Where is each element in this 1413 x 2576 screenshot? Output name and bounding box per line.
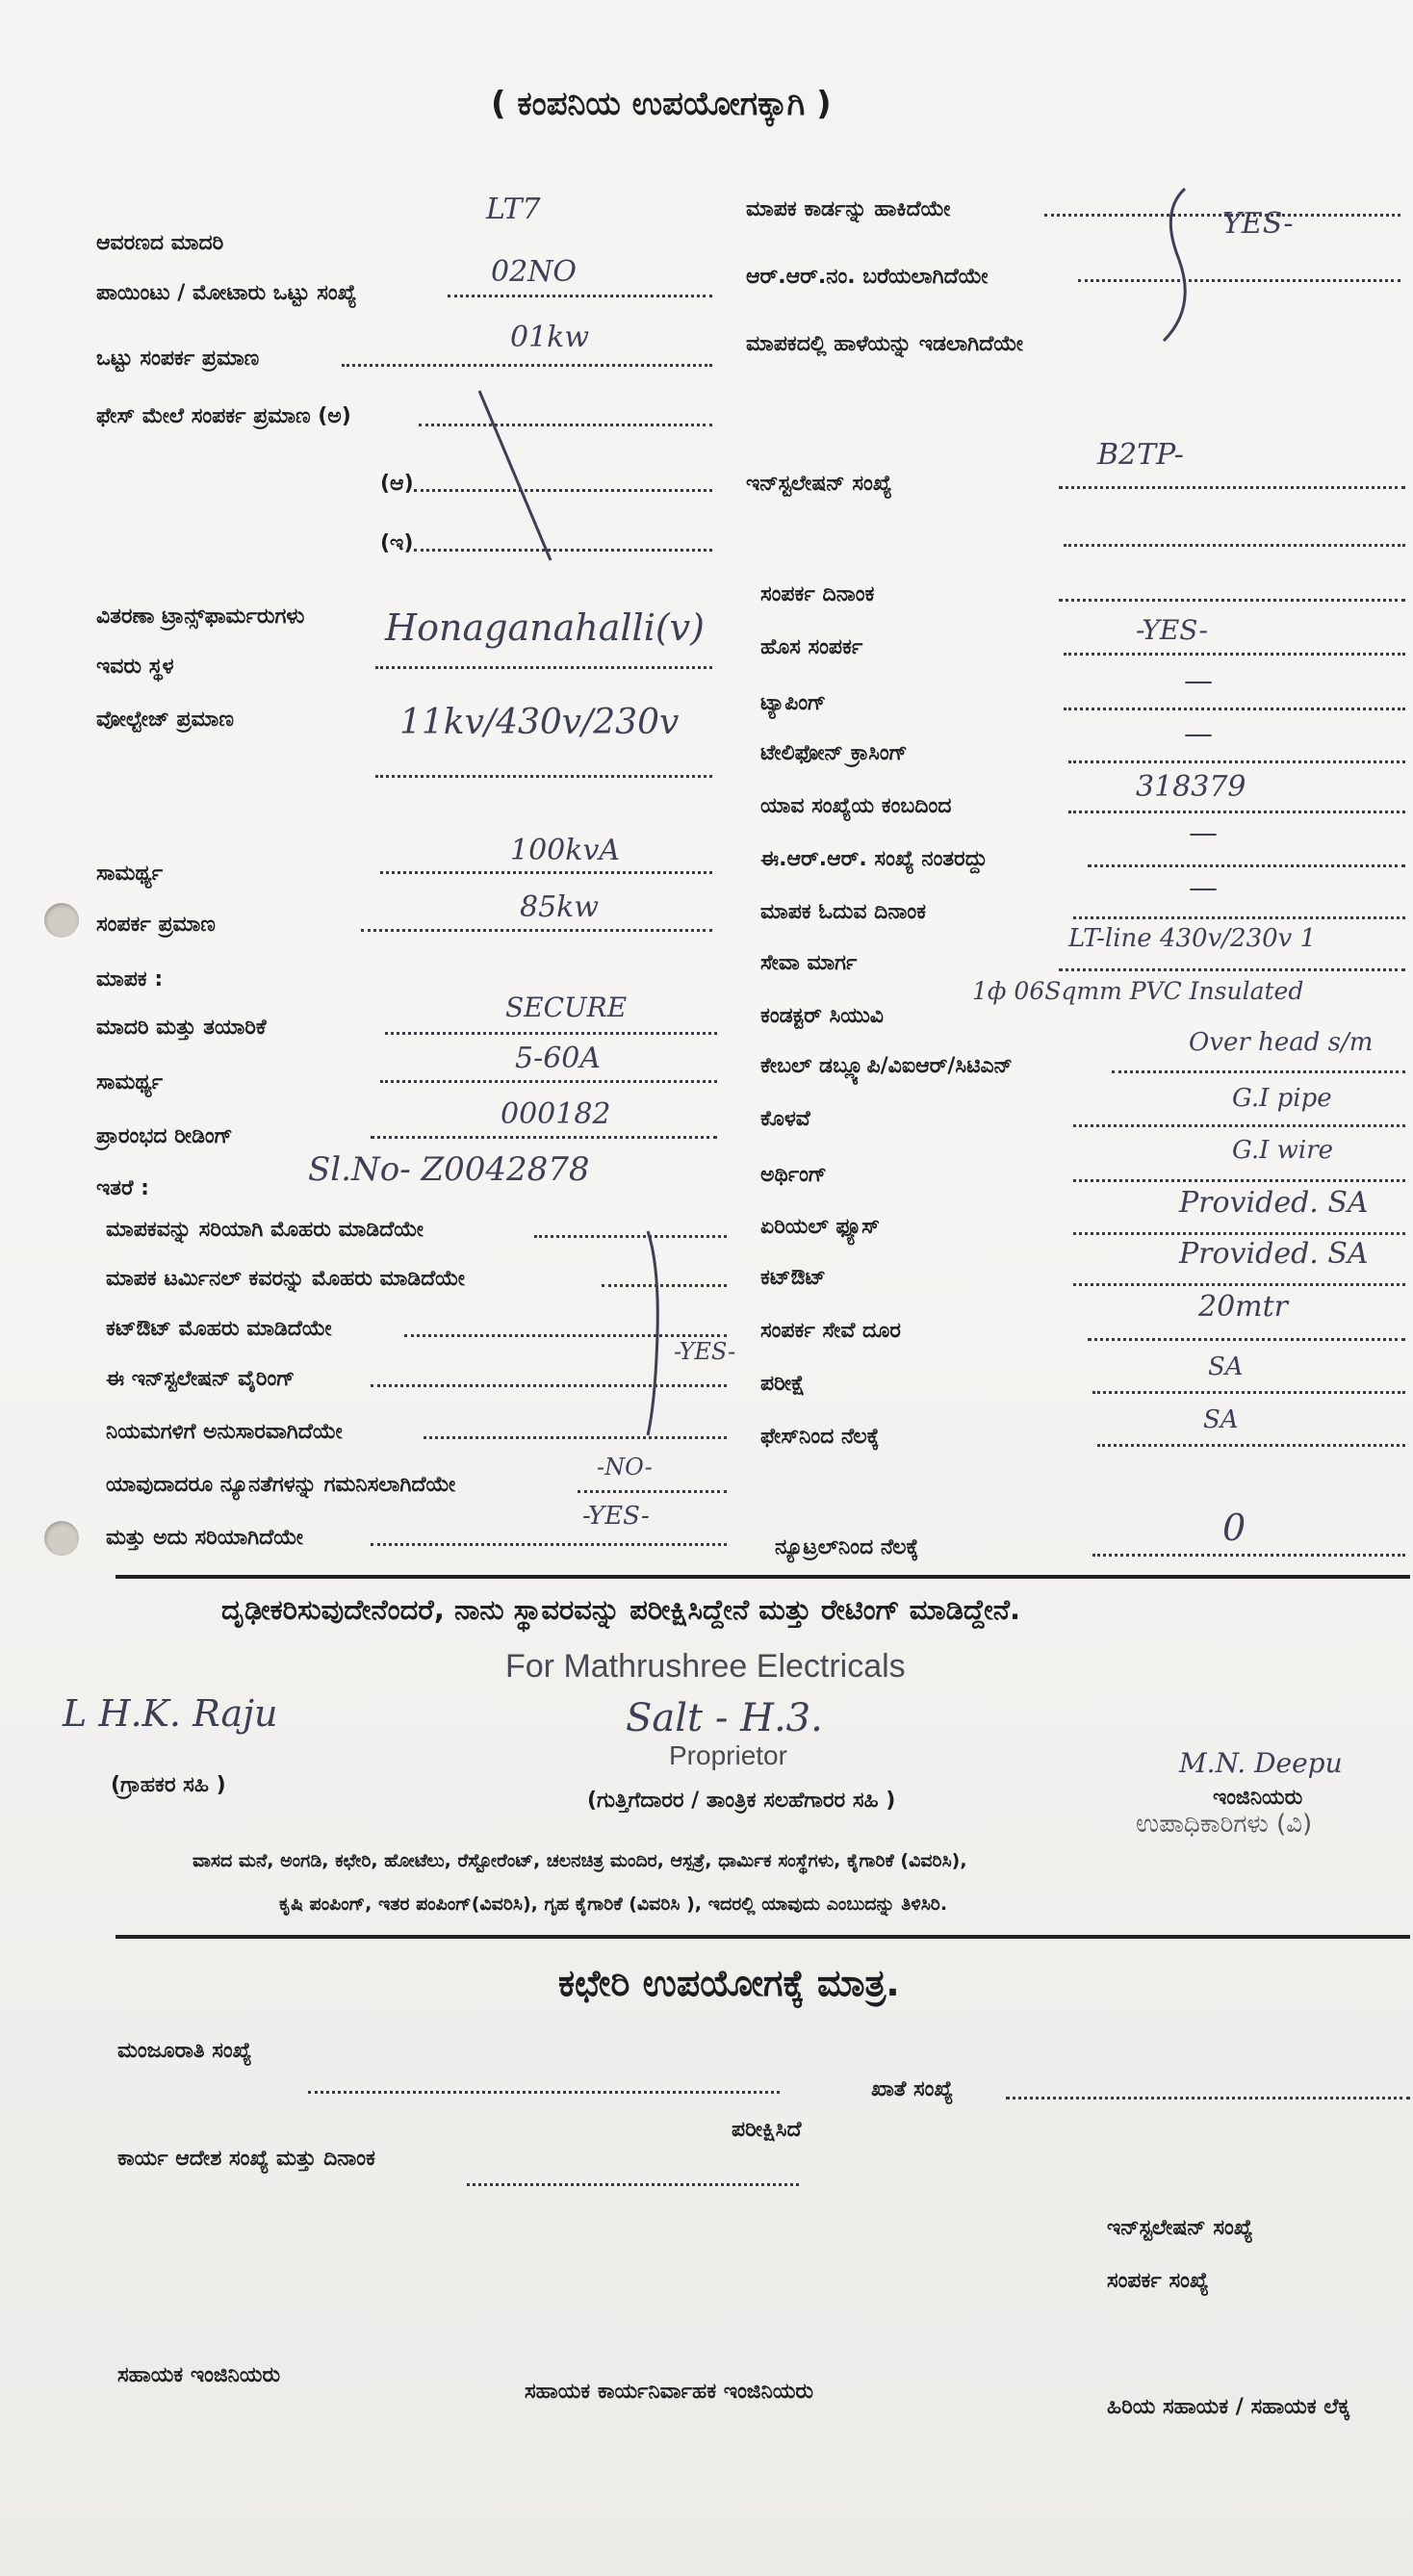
conductor-value: 1ф 06Sqmm PVC Insulated xyxy=(972,977,1304,1005)
meter-reading-date-value: — xyxy=(1189,871,1218,905)
premises-type-value: LT7 xyxy=(486,193,541,226)
test-line xyxy=(1092,1391,1405,1394)
section-divider-2 xyxy=(116,1935,1410,1939)
tapping-label: ಟ್ಯಾಪಿಂಗ್ xyxy=(760,691,827,715)
phase-to-earth-label: ಫೇಸ್‌ನಿಂದ ನೆಲಕ್ಕೆ xyxy=(760,1425,880,1449)
installation-no-label: ಇನ್‌ಸ್ಟಲೇಷನ್ ಸಂಖ್ಯೆ xyxy=(1107,2216,1253,2240)
cutout-value: Provided. SA xyxy=(1179,1237,1369,1271)
initial-reading-line xyxy=(371,1136,717,1139)
sanction-number-line xyxy=(308,2091,780,2094)
officer-label: ಉಪಾಧಿಕಾರಿಗಳು (ವಿ) xyxy=(1136,1810,1313,1839)
test-label: ಪರೀಕ್ಷೆ xyxy=(760,1372,806,1396)
installation-number-value: B2TP- xyxy=(1097,438,1184,472)
service-line-label: ಸೇವಾ ಮಾರ್ಗ xyxy=(760,951,858,975)
neutral-to-earth-value: 0 xyxy=(1222,1507,1246,1549)
capacity-value: 100kvA xyxy=(510,834,621,867)
installation-number-line xyxy=(1059,486,1405,489)
account-number-line xyxy=(1006,2097,1410,2099)
asst-engineer-label: ಸಹಾಯಕ ಇಂಜಿನಿಯರು xyxy=(117,2363,281,2387)
customer-sign-label: (ಗ್ರಾಹಕರ ಸಹಿ ) xyxy=(111,1773,226,1797)
phase-load-b-label: (ಆ) xyxy=(380,472,414,496)
total-load-label: ಒಟ್ಟು ಸಂಪರ್ಕ ಪ್ರಮಾಣ xyxy=(96,347,260,371)
meter-capacity-line xyxy=(380,1080,717,1083)
installation-number-label: ಇನ್‌ಸ್ಟಲೇಷನ್ ಸಂಖ್ಯೆ xyxy=(746,472,892,496)
meter-sealed-line xyxy=(534,1235,727,1238)
connected-load-label: ಸಂಪರ್ಕ ಪ್ರಮಾಣ xyxy=(96,913,216,937)
rectified-line xyxy=(371,1543,727,1546)
aerial-fuse-value: Provided. SA xyxy=(1179,1186,1369,1220)
location-label: ಇವರು ಸ್ಥಳ xyxy=(96,655,174,679)
phase-load-a-label: ಫೇಸ್ ಮೇಲೆ ಸಂಪರ್ಕ ಪ್ರಮಾಣ (ಅ) xyxy=(96,404,351,428)
point-count-line xyxy=(448,295,712,297)
senior-asst-label: ಹಿರಿಯ ಸಹಾಯಕ / ಸಹಾಯಕ ಲೆಕ್ಕ xyxy=(1107,2395,1350,2419)
phase-to-earth-value: SA xyxy=(1203,1405,1239,1434)
service-distance-label: ಸಂಪರ್ಕ ಸೇವೆ ದೂರ xyxy=(760,1319,901,1343)
certification-text: ದೃಢೀಕರಿಸುವುದೇನೆಂದರೆ, ನಾನು ಸ್ಥಾವರವನ್ನು ಪರೀಕ್ಷಿಸಿದ್ದೇನೆ ಮತ್ತು ರೇಟಿಂಗ್ ಮಾಡಿದ್ದೇನೆ. xyxy=(221,1593,1021,1626)
location-value: Honaganahalli(v) xyxy=(385,606,705,649)
capacity-line xyxy=(380,871,712,874)
verified-label: ಪರೀಕ್ಷಿಸಿದೆ xyxy=(732,2118,802,2142)
engineer-label: ಇಂಜಿನಿಯರು xyxy=(1213,1786,1303,1810)
asst-exec-engineer-label: ಸಹಾಯಕ ಕಾರ್ಯನಿರ್ವಾಹಕ ಇಂಜಿನಿಯರು xyxy=(525,2380,814,2404)
voltage-line xyxy=(375,775,712,778)
meter-make-label: ಮಾದರಿ ಮತ್ತು ತಯಾರಿಕೆ xyxy=(96,1016,267,1040)
meter-capacity-value: 5-60A xyxy=(515,1042,602,1075)
neutral-to-earth-line xyxy=(1092,1554,1405,1557)
phase-load-c-line xyxy=(414,549,712,552)
pole-number-value: 318379 xyxy=(1136,770,1246,804)
sanction-number-label: ಮಂಜೂರಾತಿ ಸಂಖ್ಯೆ xyxy=(117,2039,252,2063)
telephone-crossing-line xyxy=(1068,760,1405,763)
initial-reading-value: 000182 xyxy=(501,1097,611,1131)
rr-number-line xyxy=(1078,279,1400,282)
right-bracket xyxy=(1150,183,1208,347)
telephone-crossing-value: — xyxy=(1184,717,1213,751)
defects-noted-value: -NO- xyxy=(597,1454,653,1481)
connection-date-line xyxy=(1059,599,1405,602)
err-after-value: — xyxy=(1189,816,1218,850)
voltage-value: 11kv/430v/230v xyxy=(399,703,680,742)
service-distance-line xyxy=(1088,1338,1405,1341)
point-count-label: ಪಾಯಿಂಟು / ಮೋಟಾರು ಒಟ್ಟು ಸಂಖ್ಯೆ xyxy=(96,281,357,305)
telephone-crossing-label: ಟೇಲಿಫೋನ್ ಕ್ರಾಸಿಂಗ್ xyxy=(760,741,908,765)
total-load-value: 01kw xyxy=(510,321,590,354)
distribution-transformer-label: ವಿತರಣಾ ಟ್ರಾನ್ಸ್‌ಫಾರ್ಮರುಗಳು xyxy=(96,605,305,629)
earthing-label: ಅರ್ಥಿಂಗ್ xyxy=(760,1163,827,1187)
usage-note-1: ವಾಸದ ಮನೆ, ಅಂಗಡಿ, ಕಛೇರಿ, ಹೋಟೆಲು, ರೆಸ್ಟೋರೆಂಟ್, ಚಲನಚಿತ್ರ ಮಂದಿರ, ಆಸ್ಪತ್ರೆ, ಧಾರ್ಮಿಕ ಸಂಸ್ಥೆಗಳು, ಕೈಗಾರಿಕೆ (ವಿವರಿಸಿ), xyxy=(193,1850,967,1871)
usage-note-2: ಕೃಷಿ ಪಂಪಿಂಗ್, ಇತರ ಪಂಪಿಂಗ್(ವಿವರಿಸಿ), ಗೃಹ ಕೈಗಾರಿಕೆ (ವಿವರಿಸಿ ), ಇದರಲ್ಲಿ ಯಾವುದು ಎಂಬುದನ್ನು ತಿಳಿಸಿರಿ. xyxy=(279,1893,948,1915)
cable-label: ಕೇಬಲ್ ಡಬ್ಲ್ಯೂಪಿ/ವಿಐಆರ್/ಸಿಟಿಎನ್ xyxy=(760,1054,1013,1078)
err-after-line xyxy=(1088,864,1405,867)
meter-capacity-label: ಸಾಮರ್ಥ್ಯ xyxy=(96,1070,164,1095)
rectified-value: -YES- xyxy=(582,1502,650,1531)
new-connection-label: ಹೊಸ ಸಂಪರ್ಕ xyxy=(760,635,863,659)
work-order-line xyxy=(467,2183,799,2186)
as-per-rules-label: ನಿಯಮಗಳಿಗೆ ಅನುಸಾರವಾಗಿದೆಯೇ xyxy=(106,1420,343,1444)
punch-hole-2 xyxy=(44,1521,79,1556)
cutout-sealed-label: ಕಟ್‌ಔಟ್ ಮೊಹರು ಮಾಡಿದೆಯೇ xyxy=(106,1317,332,1341)
engineer-signature: M.N. Deepu xyxy=(1179,1747,1343,1779)
aerial-fuse-label: ಏರಿಯಲ್ ಫ್ಯೂಸ್ xyxy=(760,1215,880,1239)
checks-bracket xyxy=(640,1227,679,1439)
office-use-title: ಕಛೇರಿ ಉಪಯೋಗಕ್ಕೆ ಮಾತ್ರ. xyxy=(558,1962,900,2004)
meter-sealed-label: ಮಾಪಕವನ್ನು ಸರಿಯಾಗಿ ಮೊಹರು ಮಾಡಿದೆಯೇ xyxy=(106,1218,424,1242)
conduit-label: ಕೊಳವೆ xyxy=(760,1107,810,1131)
account-number-label: ಖಾತೆ ಸಂಖ್ಯೆ xyxy=(871,2077,954,2101)
capacity-label: ಸಾಮರ್ಥ್ಯ xyxy=(96,862,164,886)
defects-noted-line xyxy=(578,1490,727,1493)
connected-load-line xyxy=(361,929,712,932)
contractor-signature: Salt - H.3. xyxy=(626,1696,823,1740)
work-order-label: ಕಾರ್ಯ ಆದೇಶ ಸಂಖ್ಯೆ ಮತ್ತು ದಿನಾಂಕ xyxy=(117,2147,375,2171)
punch-hole-1 xyxy=(44,903,79,938)
cutout-line xyxy=(1073,1283,1405,1286)
phase-to-earth-line xyxy=(1097,1444,1405,1447)
phase-load-c-label: (ಇ) xyxy=(380,531,414,555)
others-value: Sl.No- Z0042878 xyxy=(308,1150,590,1189)
cutout-label: ಕಟ್‌ಔಟ್ xyxy=(760,1266,826,1290)
conduit-value: G.I pipe xyxy=(1232,1084,1332,1113)
tapping-line xyxy=(1064,708,1405,710)
installation-wiring-label: ಈ ಇನ್‌ಸ್ಟಲೇಷನ್ ವೈರಿಂಗ್ xyxy=(106,1367,295,1391)
phase-load-b-line xyxy=(414,489,712,492)
connection-date-label: ಸಂಪರ್ಕ ದಿನಾಂಕ xyxy=(760,582,875,606)
location-line xyxy=(375,666,712,669)
defects-noted-label: ಯಾವುದಾದರೂ ನ್ಯೂನತೆಗಳನ್ನು ಗಮನಿಸಲಾಗಿದೆಯೇ xyxy=(106,1473,456,1497)
new-connection-value: -YES- xyxy=(1136,614,1208,646)
form-title: ( ಕಂಪನಿಯ ಉಪಯೋಗಕ್ಕಾಗಿ ) xyxy=(491,85,832,123)
pole-number-label: ಯಾವ ಸಂಖ್ಯೆಯ ಕಂಬದಿಂದ xyxy=(760,794,952,818)
service-line-line xyxy=(1059,968,1405,971)
phase-load-a-line xyxy=(419,424,712,426)
voltage-label: ವೋಲ್ಟೇಜ್ ಪ್ರಮಾಣ xyxy=(96,708,234,732)
meter-reading-date-label: ಮಾಪಕ ಓದುವ ದಿನಾಂಕ xyxy=(760,900,926,924)
terminal-sealed-label: ಮಾಪಕ ಟರ್ಮಿನಲ್ ಕವರನ್ನು ಮೊಹರು ಮಾಡಿದೆಯೇ xyxy=(106,1267,465,1291)
contractor-sign-label: (ಗುತ್ತಿಗೆದಾರರ / ತಾಂತ್ರಿಕ ಸಲಹೆಗಾರರ ಸಹಿ ) xyxy=(587,1789,896,1813)
meter-sheet-label: ಮಾಪಕದಲ್ಲಿ ಹಾಳೆಯನ್ನು ಇಡಲಾಗಿದೆಯೇ xyxy=(746,332,1023,356)
right-bracket-value: YES- xyxy=(1222,207,1294,241)
others-label: ಇತರೆ : xyxy=(96,1176,149,1200)
checks-bracket-value: -YES- xyxy=(674,1338,736,1365)
aerial-fuse-line xyxy=(1073,1232,1405,1235)
rr-number-label: ಆರ್.ಆರ್.ನಂ. ಬರೆಯಲಾಗಿದೆಯೇ xyxy=(746,265,989,289)
premises-type-label: ಆವರಣದ ಮಾದರಿ xyxy=(96,231,224,255)
test-value: SA xyxy=(1208,1352,1244,1381)
stamp-company: For Mathrushree Electricals xyxy=(505,1648,906,1685)
point-count-value: 02NO xyxy=(491,255,578,289)
initial-reading-label: ಪ್ರಾರಂಭದ ರೀಡಿಂಗ್ xyxy=(96,1124,233,1148)
earthing-line xyxy=(1073,1179,1405,1182)
rectified-label: ಮತ್ತು ಅದು ಸರಿಯಾಗಿದೆಯೇ xyxy=(106,1526,304,1550)
pole-number-line xyxy=(1068,811,1405,813)
meter-card-label: ಮಾಪಕ ಕಾರ್ಡನ್ನು ಹಾಕಿದೆಯೇ xyxy=(746,197,951,221)
conductor-label: ಕಂಡಕ್ಟರ್ ಸಿಯುವಿ xyxy=(760,1004,884,1028)
service-line-value: LT-line 430v/230v 1 xyxy=(1068,924,1317,953)
as-per-rules-line xyxy=(424,1436,727,1439)
customer-signature: L H.K. Raju xyxy=(63,1692,278,1735)
connection-no-label: ಸಂಪರ್ಕ ಸಂಖ್ಯೆ xyxy=(1107,2269,1209,2293)
err-after-label: ಈ.ಆರ್.ಆರ್. ಸಂಖ್ಯೆ ನಂತರದ್ದು xyxy=(760,847,988,871)
new-connection-line xyxy=(1064,653,1405,656)
cable-line xyxy=(1112,1070,1405,1073)
meter-make-line xyxy=(385,1032,717,1035)
total-load-line xyxy=(342,364,712,367)
neutral-to-earth-label: ನ್ಯೂಟ್ರಲ್‌ನಿಂದ ನೆಲಕ್ಕೆ xyxy=(775,1535,919,1559)
meter-reading-date-line xyxy=(1073,916,1405,919)
stamp-role: Proprietor xyxy=(669,1740,787,1770)
cable-value: Over head s/m xyxy=(1189,1028,1374,1057)
tapping-value: — xyxy=(1184,664,1213,698)
phase-load-strike xyxy=(472,385,558,568)
meter-heading: ಮಾಪಕ : xyxy=(96,967,164,992)
connected-load-value: 85kw xyxy=(520,890,600,924)
installation-number-line-2 xyxy=(1064,544,1405,547)
earthing-value: G.I wire xyxy=(1232,1136,1334,1165)
meter-make-value: SECURE xyxy=(505,992,628,1023)
conduit-line xyxy=(1073,1124,1405,1127)
service-distance-value: 20mtr xyxy=(1198,1290,1289,1324)
section-divider-1 xyxy=(116,1575,1410,1579)
